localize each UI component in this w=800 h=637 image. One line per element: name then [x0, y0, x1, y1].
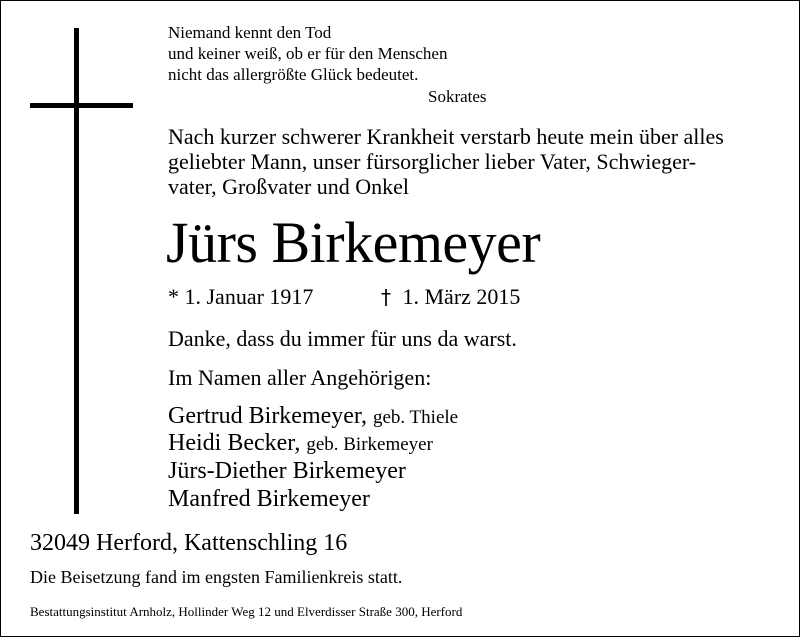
quote-line: und keiner weiß, ob er für den Menschen	[168, 44, 448, 63]
relative-entry	[168, 459, 406, 483]
cross-vertical-bar	[74, 28, 79, 514]
intro-line: Nach kurzer schwerer Krankheit verstarb heute mein über alles	[168, 124, 724, 149]
burial-note: Die Beisetzung fand im engsten Familienkreis statt.	[30, 567, 403, 587]
relative-maiden-name: geb. Birkemeyer	[306, 434, 433, 455]
death-date: 1. März 2015	[402, 284, 521, 309]
thanks-line: Danke, dass du immer für uns da warst.	[168, 326, 517, 351]
intro-line: vater, Großvater und Onkel	[168, 174, 410, 199]
quote-author: Sokrates	[428, 87, 487, 106]
family-address: 32049 Herford, Kattenschling 16	[30, 530, 348, 556]
relative-name: Manfred Birkemeyer	[168, 486, 370, 512]
dagger-icon: †	[381, 285, 391, 309]
cross-horizontal-bar	[30, 103, 133, 108]
quote-line: nicht das allergrößte Glück bedeutet.	[168, 65, 419, 84]
intro-line: geliebter Mann, unser fürsorglicher lieber Vater, Schwieger-	[168, 149, 697, 174]
relative-name: Jürs-Diether Birkemeyer	[168, 458, 406, 484]
relative-maiden-name: geb. Thiele	[372, 407, 459, 428]
relative-entry	[168, 431, 433, 455]
quote-line: Niemand kennt den Tod	[168, 23, 332, 42]
deceased-name: Jürs Birkemeyer	[166, 210, 541, 275]
relative-name: Heidi Becker,	[168, 430, 301, 456]
death-date-group	[381, 286, 520, 308]
birth-date: * 1. Januar 1917	[168, 284, 314, 309]
undertaker-line: Bestattungsinstitut Arnholz, Hollinder Weg 12 und Elverdisser Straße 300, Herford	[30, 604, 463, 619]
relative-name: Gertrud Birkemeyer,	[168, 403, 367, 429]
relative-entry	[168, 487, 370, 511]
on-behalf-line: Im Namen aller Angehörigen:	[168, 365, 432, 390]
relative-entry	[168, 404, 458, 428]
